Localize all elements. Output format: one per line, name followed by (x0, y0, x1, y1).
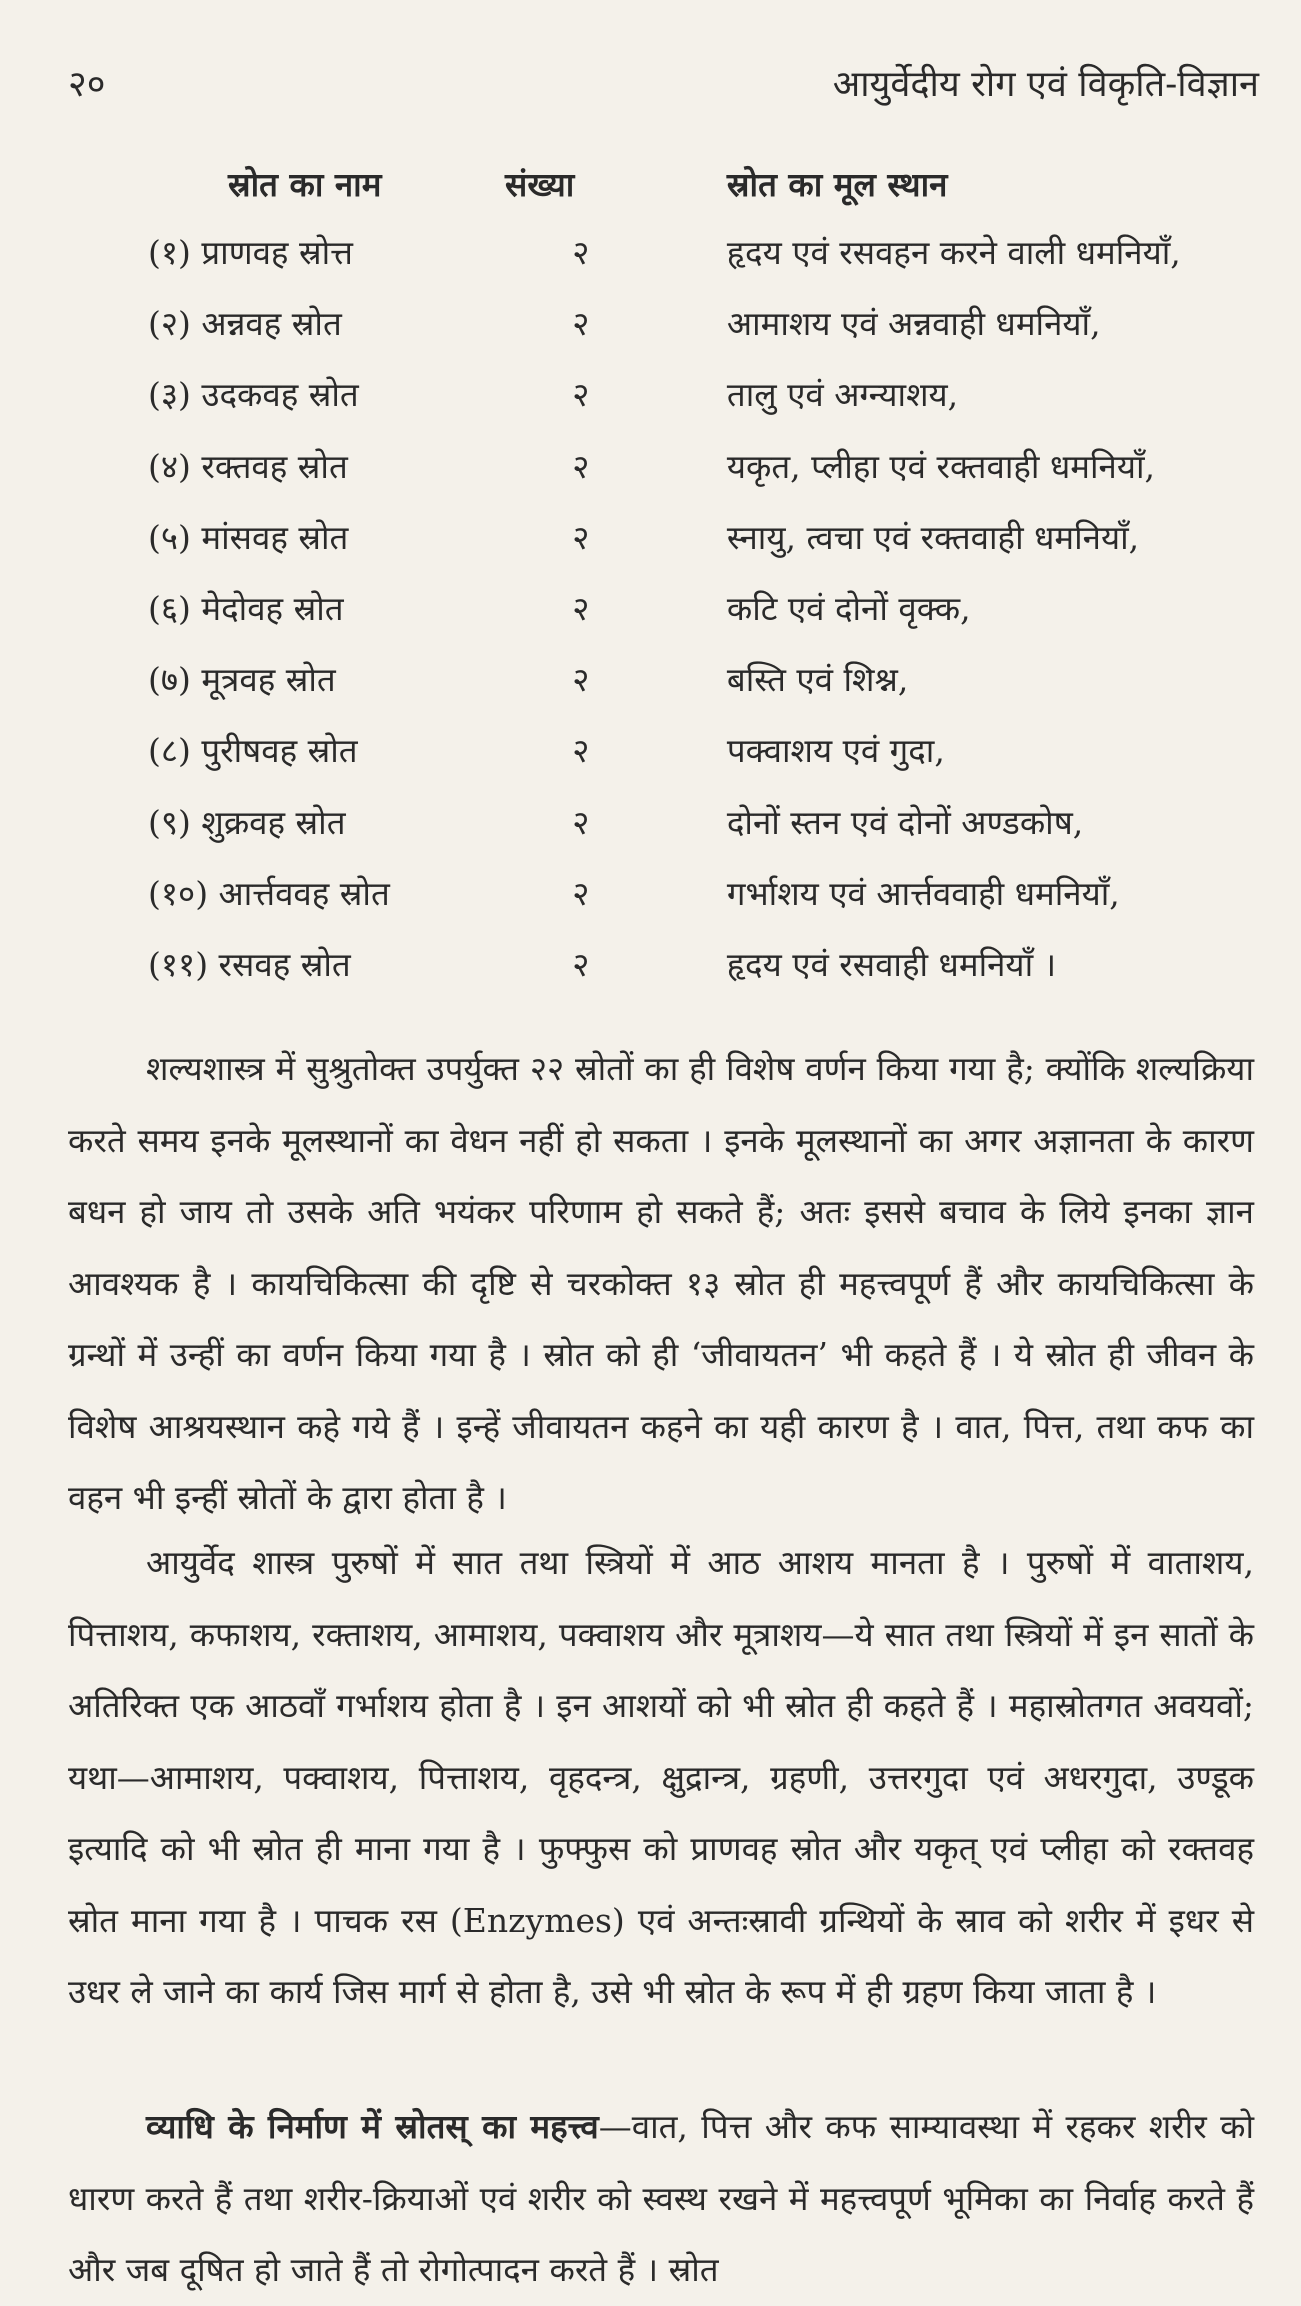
column-header-location: स्रोत का मूल स्थान (726, 164, 948, 204)
srotas-location: हृदय एवं रसवहन करने वाली धमनियाँ, (726, 233, 1181, 273)
srotas-location: गर्भाशय एवं आर्त्तववाही धमनियाँ, (726, 873, 1120, 913)
table-row (148, 287, 1248, 358)
srotas-count: २ (572, 517, 590, 557)
table-row (148, 358, 1248, 429)
table-row (148, 501, 1248, 572)
srotas-count: २ (572, 731, 590, 771)
srotas-table (148, 150, 1248, 999)
srotas-name: (९) शुक्रवह स्रोत (148, 802, 346, 842)
paragraph-disease-formation (68, 2091, 1254, 2306)
srotas-name: (१) प्राणवह स्रोत्त (148, 233, 353, 273)
table-row (148, 216, 1248, 287)
srotas-location: आमाशय एवं अन्नवाही धमनियाँ, (726, 304, 1101, 344)
table-row (148, 643, 1248, 714)
srotas-name: (११) रसवह स्रोत (148, 944, 351, 984)
srotas-name: (६) मेदोवह स्रोत (148, 589, 344, 629)
srotas-name: (५) मांसवह स्रोत (148, 517, 349, 557)
table-header-row (148, 150, 1248, 216)
srotas-location: स्नायु, त्वचा एवं रक्तवाही धमनियाँ, (726, 517, 1140, 557)
table-row (148, 786, 1248, 857)
srotas-location: पक्वाशय एवं गुदा, (726, 731, 945, 771)
srotas-count: २ (572, 589, 590, 629)
paragraph-ashaya: आयुर्वेद शास्त्र पुरुषों में सात तथा स्त्रियों में आठ आशय मानता है । पुरुषों में वाताशय, पित्ताशय, कफाशय, रक्ताशय, आमाशय, पक्वाशय और मूत्राशय—ये सात तथा स्त्रियों में इन सातों के अतिरिक्त एक आठवाँ गर्भाशय होता है । इन आशयों को भी स्रोत ही कहते हैं । महास्रोतगत अवयवों; यथा—आमाशय, पक्वाशय, पित्ताशय, वृहदन्त्र, क्षुद्रान्त्र, ग्रहणी, उत्तरगुदा एवं अधरगुदा, उण्डूक इत्यादि को भी स्रोत ही माना गया है । फुफ्फुस को प्राणवह स्रोत और यकृत् एवं प्लीहा को रक्तवह स्रोत माना गया है । पाचक रस (Enzymes) एवं अन्तःस्रावी ग्रन्थियों के स्राव को शरीर में इधर से उधर ले जाने का कार्य जिस मार्ग से होता है, उसे भी स्रोत के रूप में ही ग्रहण किया जाता है । (68, 1543, 1254, 2011)
column-header-name: स्रोत का नाम (228, 164, 382, 204)
srotas-location: यकृत, प्लीहा एवं रक्तवाही धमनियाँ, (726, 446, 1156, 486)
srotas-name: (४) रक्तवह स्रोत (148, 446, 348, 486)
srotas-name: (७) मूत्रवह स्रोत (148, 660, 336, 700)
srotas-location: कटि एवं दोनों वृक्क, (726, 589, 971, 629)
srotas-count: २ (572, 375, 590, 415)
table-row (148, 714, 1248, 785)
srotas-name: (१०) आर्त्तववह स्रोत (148, 873, 390, 913)
srotas-count: २ (572, 233, 590, 273)
srotas-count: २ (572, 446, 590, 486)
table-row (148, 928, 1248, 999)
srotas-count: २ (572, 873, 590, 913)
srotas-location: दोनों स्तन एवं दोनों अण्डकोष, (726, 802, 1084, 842)
srotas-name: (३) उदकवह स्रोत (148, 375, 359, 415)
srotas-location: तालु एवं अग्न्याशय, (726, 375, 959, 415)
srotas-count: २ (572, 944, 590, 984)
table-row (148, 430, 1248, 501)
page-number: २० (68, 64, 106, 105)
srotas-name: (२) अन्नवह स्रोत (148, 304, 342, 344)
column-header-count: संख्या (505, 164, 575, 204)
paragraph-body: —वात, पित्त और कफ साम्यावस्था में रहकर शरीर को धारण करते हैं तथा शरीर-क्रियाओं एवं शरीर को स्वस्थ रखने में महत्त्वपूर्ण भूमिका का निर्वाह करते हैं और जब दूषित हो जाते हैं तो रोगोत्पादन करते हैं । स्रोत (68, 2107, 1254, 2289)
section-heading-inline: व्याधि के निर्माण में स्रोतस् का महत्त्व (146, 2107, 599, 2146)
srotas-count: २ (572, 660, 590, 700)
page-header (68, 58, 1259, 118)
srotas-location: बस्ति एवं शिश्न, (726, 660, 909, 700)
srotas-location: हृदय एवं रसवाही धमनियाँ । (726, 944, 1057, 984)
table-row (148, 572, 1248, 643)
srotas-name: (८) पुरीषवह स्रोत (148, 731, 358, 771)
table-row (148, 857, 1248, 928)
paragraph-surgery-srotas: शल्यशास्त्र में सुश्रुतोक्त उपर्युक्त २२ स्रोतों का ही विशेष वर्णन किया गया है; क्योंकि शल्यक्रिया करते समय इनके मूलस्थानों का वेधन नहीं हो सकता । इनके मूलस्थानों का अगर अज्ञानता के कारण बधन हो जाय तो उसके अति भयंकर परिणाम हो सकते हैं; अतः इससे बचाव के लिये इनका ज्ञान आवश्यक है । कायचिकित्सा की दृष्टि से चरकोक्त १३ स्रोत ही महत्त्वपूर्ण हैं और कायचिकित्सा के ग्रन्थों में उन्हीं का वर्णन किया गया है । स्रोत को ही ‘जीवायतन’ भी कहते हैं । ये स्रोत ही जीवन के विशेष आश्रयस्थान कहे गये हैं । इन्हें जीवायतन कहने का यही कारण है । वात, पित्त, तथा कफ का वहन भी इन्हीं स्रोतों के द्वारा होता है । (68, 1049, 1254, 1517)
srotas-count: २ (572, 304, 590, 344)
running-title: आयुर्वेदीय रोग एवं विकृति-विज्ञान (832, 64, 1259, 105)
srotas-count: २ (572, 802, 590, 842)
